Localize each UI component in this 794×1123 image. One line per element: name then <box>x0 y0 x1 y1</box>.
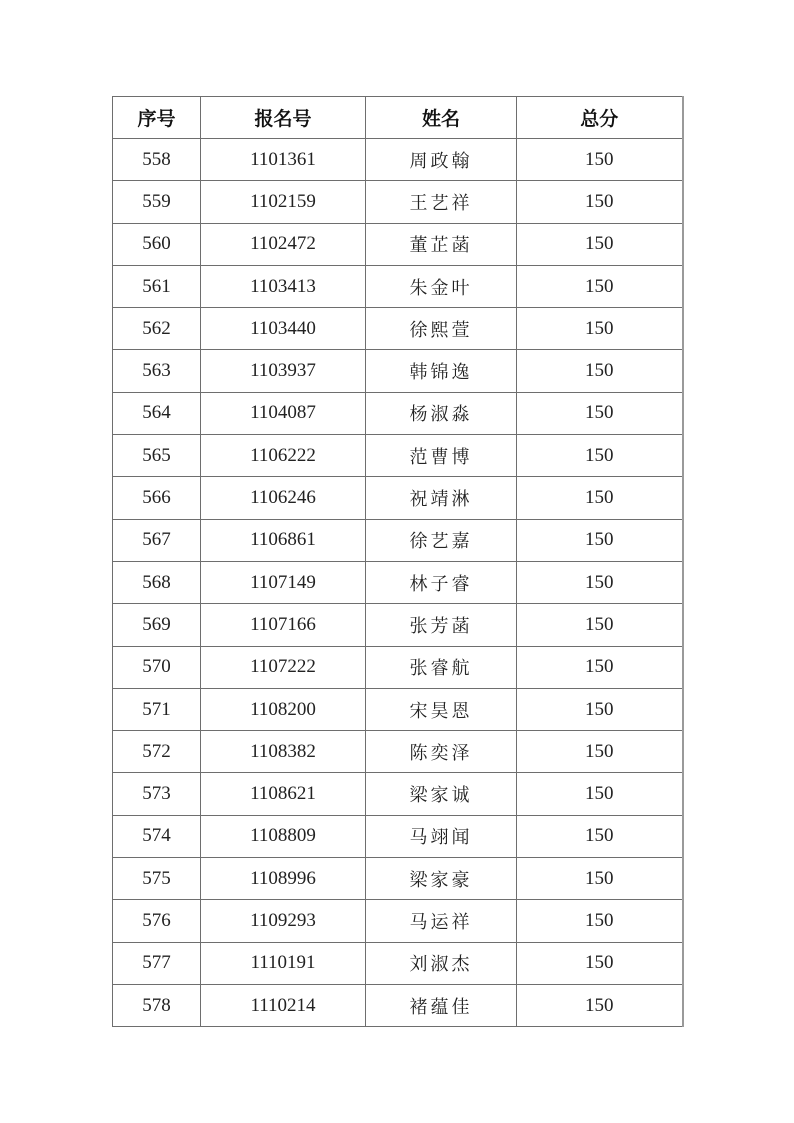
cell-seq: 562 <box>113 308 201 350</box>
cell-seq: 566 <box>113 477 201 519</box>
cell-seq: 578 <box>113 984 201 1026</box>
table-row <box>113 139 683 181</box>
cell-reg-no: 1103413 <box>201 265 366 307</box>
cell-reg-no: 1107166 <box>201 604 366 646</box>
cell-reg-no: 1108200 <box>201 688 366 730</box>
cell-score: 150 <box>517 519 683 561</box>
cell-seq: 569 <box>113 604 201 646</box>
table-row <box>113 519 683 561</box>
table-row <box>113 435 683 477</box>
cell-reg-no: 1103440 <box>201 308 366 350</box>
cell-name: 刘淑杰 <box>366 942 517 984</box>
table-row <box>113 477 683 519</box>
cell-seq: 575 <box>113 858 201 900</box>
cell-reg-no: 1107222 <box>201 646 366 688</box>
cell-reg-no: 1106861 <box>201 519 366 561</box>
table-row <box>113 181 683 223</box>
table-row <box>113 731 683 773</box>
cell-reg-no: 1102472 <box>201 223 366 265</box>
score-table <box>112 96 684 1027</box>
table-row <box>113 900 683 942</box>
table-body <box>113 139 683 1027</box>
cell-score: 150 <box>517 435 683 477</box>
table-header <box>113 97 683 139</box>
cell-score: 150 <box>517 139 683 181</box>
table-row <box>113 265 683 307</box>
cell-score: 150 <box>517 942 683 984</box>
cell-reg-no: 1102159 <box>201 181 366 223</box>
cell-reg-no: 1110214 <box>201 984 366 1026</box>
cell-seq: 564 <box>113 392 201 434</box>
table-row <box>113 223 683 265</box>
header-row <box>113 97 683 139</box>
cell-name: 梁家诚 <box>366 773 517 815</box>
cell-reg-no: 1104087 <box>201 392 366 434</box>
cell-name: 朱金叶 <box>366 265 517 307</box>
cell-name: 林子睿 <box>366 561 517 603</box>
cell-reg-no: 1106222 <box>201 435 366 477</box>
cell-name: 周政翰 <box>366 139 517 181</box>
table-row <box>113 688 683 730</box>
cell-score: 150 <box>517 815 683 857</box>
cell-score: 150 <box>517 308 683 350</box>
cell-name: 宋昊恩 <box>366 688 517 730</box>
cell-seq: 563 <box>113 350 201 392</box>
table-row <box>113 308 683 350</box>
cell-score: 150 <box>517 477 683 519</box>
header-score: 总分 <box>517 97 683 139</box>
cell-score: 150 <box>517 984 683 1026</box>
cell-seq: 571 <box>113 688 201 730</box>
cell-reg-no: 1109293 <box>201 900 366 942</box>
cell-score: 150 <box>517 858 683 900</box>
cell-seq: 576 <box>113 900 201 942</box>
table-row <box>113 561 683 603</box>
table-row <box>113 984 683 1026</box>
cell-name: 张芳菡 <box>366 604 517 646</box>
cell-score: 150 <box>517 646 683 688</box>
cell-name: 褚蕴佳 <box>366 984 517 1026</box>
table-row <box>113 350 683 392</box>
cell-seq: 558 <box>113 139 201 181</box>
cell-seq: 577 <box>113 942 201 984</box>
cell-name: 王艺祥 <box>366 181 517 223</box>
table-row <box>113 604 683 646</box>
cell-seq: 561 <box>113 265 201 307</box>
cell-score: 150 <box>517 604 683 646</box>
cell-reg-no: 1103937 <box>201 350 366 392</box>
cell-reg-no: 1108621 <box>201 773 366 815</box>
cell-seq: 570 <box>113 646 201 688</box>
cell-seq: 574 <box>113 815 201 857</box>
cell-seq: 572 <box>113 731 201 773</box>
cell-seq: 573 <box>113 773 201 815</box>
cell-score: 150 <box>517 688 683 730</box>
cell-score: 150 <box>517 561 683 603</box>
cell-score: 150 <box>517 223 683 265</box>
header-reg-no: 报名号 <box>201 97 366 139</box>
cell-reg-no: 1108996 <box>201 858 366 900</box>
cell-reg-no: 1106246 <box>201 477 366 519</box>
table-row <box>113 646 683 688</box>
cell-name: 张睿航 <box>366 646 517 688</box>
cell-reg-no: 1101361 <box>201 139 366 181</box>
cell-seq: 568 <box>113 561 201 603</box>
cell-score: 150 <box>517 350 683 392</box>
table-row <box>113 392 683 434</box>
cell-name: 祝靖淋 <box>366 477 517 519</box>
table-row <box>113 858 683 900</box>
cell-score: 150 <box>517 900 683 942</box>
cell-score: 150 <box>517 773 683 815</box>
cell-name: 范曹博 <box>366 435 517 477</box>
cell-seq: 559 <box>113 181 201 223</box>
cell-reg-no: 1108382 <box>201 731 366 773</box>
cell-reg-no: 1107149 <box>201 561 366 603</box>
table-row <box>113 815 683 857</box>
cell-score: 150 <box>517 265 683 307</box>
cell-seq: 567 <box>113 519 201 561</box>
cell-name: 徐熙萱 <box>366 308 517 350</box>
cell-name: 马翊闻 <box>366 815 517 857</box>
cell-name: 董芷菡 <box>366 223 517 265</box>
cell-reg-no: 1110191 <box>201 942 366 984</box>
cell-name: 韩锦逸 <box>366 350 517 392</box>
cell-name: 马运祥 <box>366 900 517 942</box>
cell-name: 杨淑淼 <box>366 392 517 434</box>
cell-score: 150 <box>517 181 683 223</box>
cell-reg-no: 1108809 <box>201 815 366 857</box>
table-row <box>113 773 683 815</box>
cell-score: 150 <box>517 392 683 434</box>
table-row <box>113 942 683 984</box>
cell-name: 陈奕泽 <box>366 731 517 773</box>
cell-score: 150 <box>517 731 683 773</box>
cell-seq: 565 <box>113 435 201 477</box>
header-seq: 序号 <box>113 97 201 139</box>
cell-name: 徐艺嘉 <box>366 519 517 561</box>
cell-name: 梁家豪 <box>366 858 517 900</box>
header-name: 姓名 <box>366 97 517 139</box>
cell-seq: 560 <box>113 223 201 265</box>
